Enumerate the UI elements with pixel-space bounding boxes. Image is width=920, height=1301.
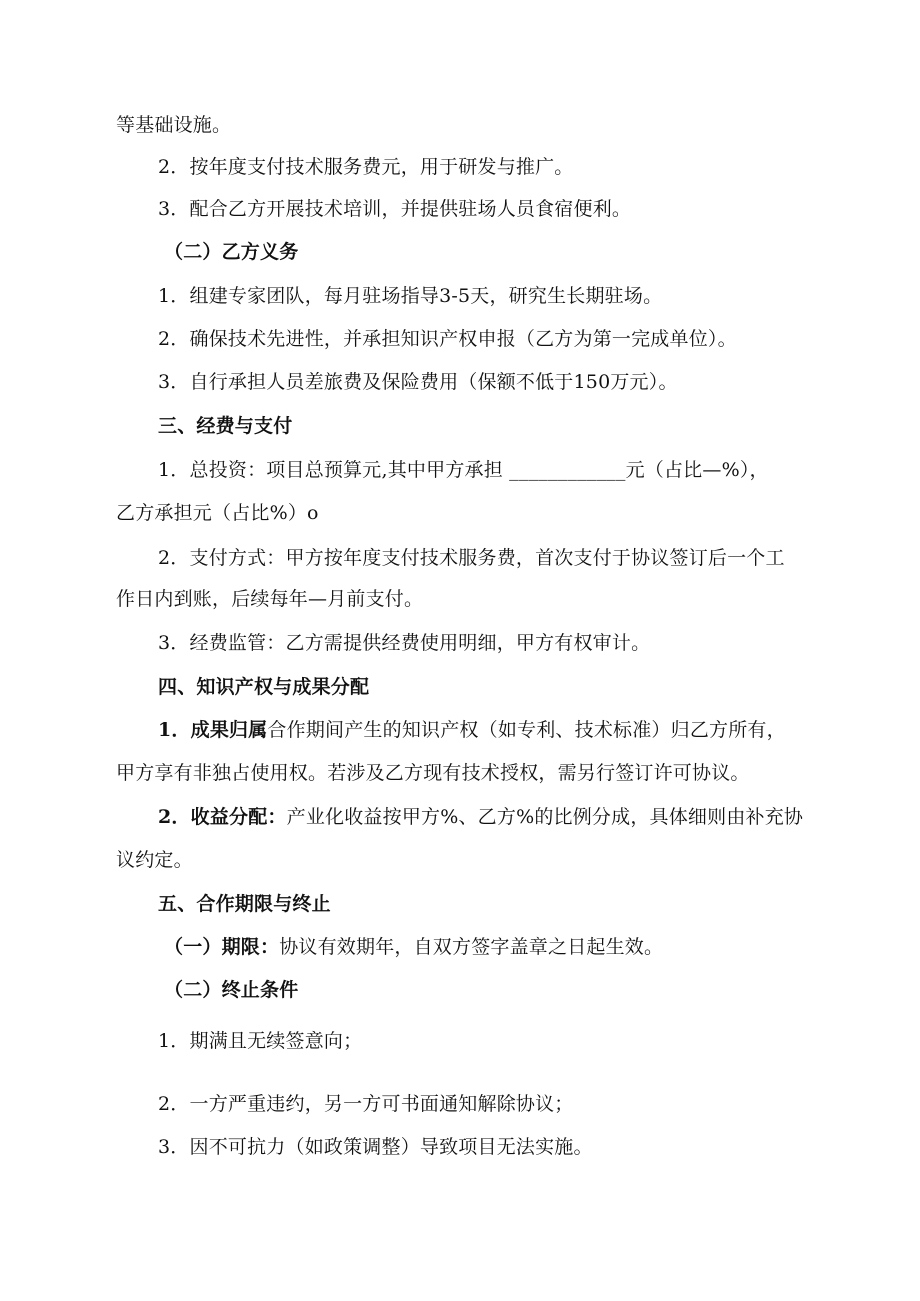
list-item: 2．按年度支付技术服务费元，用于研发与推广。 [158,156,574,178]
item-label: 2．收益分配： [158,806,287,828]
section-heading: 五、合作期限与终止 [158,893,331,915]
item-label: 1．成果归属 [158,719,268,741]
list-item: 1．期满且无续签意向； [158,1030,363,1052]
item-text: 合作期间产生的知识产权（如专利、技术标准）归乙方所有， [267,719,786,741]
list-item: 3．配合乙方开展技术培训，并提供驻场人员食宿便利。 [158,198,632,220]
text-line: 作日内到账，后续每年—月前支付。 [116,588,424,610]
item-text: 产业化收益按甲方%、乙方%的比例分成，具体细则由补充协 [286,806,804,828]
list-item: 2．支付方式：甲方按年度支付技术服务费，首次支付于协议签订后一个工 [158,547,785,569]
list-item: 1．总投资：项目总预算元,其中甲方承担 ____________元（占比—%）， [158,459,769,481]
text-line: 甲方享有非独占使用权。若涉及乙方现有技术授权，需另行签订许可协议。 [116,762,750,784]
subsection-heading: （二）终止条件 [164,979,299,1001]
text-line: 等基础设施。 [116,114,232,136]
subsection-heading: （二）乙方义务 [164,241,299,263]
list-item [158,804,803,830]
section-heading: 三、经费与支付 [158,415,293,437]
list-item: 3．自行承担人员差旅费及保险费用（保额不低于150万元）。 [158,371,678,393]
list-item: 3．因不可抗力（如政策调整）导致项目无法实施。 [158,1136,593,1158]
list-item [164,934,663,960]
list-item: 1．组建专家团队，每月驻场指导3-5天，研究生长期驻场。 [158,285,663,307]
text-line: 议约定。 [116,849,193,871]
item-label: （一）期限： [164,936,280,958]
list-item: 2．一方严重违约，另一方可书面通知解除协议； [158,1093,574,1115]
section-heading: 四、知识产权与成果分配 [158,676,370,698]
list-item: 3．经费监管：乙方需提供经费使用明细，甲方有权审计。 [158,632,651,654]
list-item [158,717,786,743]
text-line: 乙方承担元（占比%）o [116,502,319,524]
list-item: 2．确保技术先进性，并承担知识产权申报（乙方为第一完成单位）。 [158,328,737,350]
item-text: 协议有效期年，自双方签字盖章之日起生效。 [279,936,664,958]
